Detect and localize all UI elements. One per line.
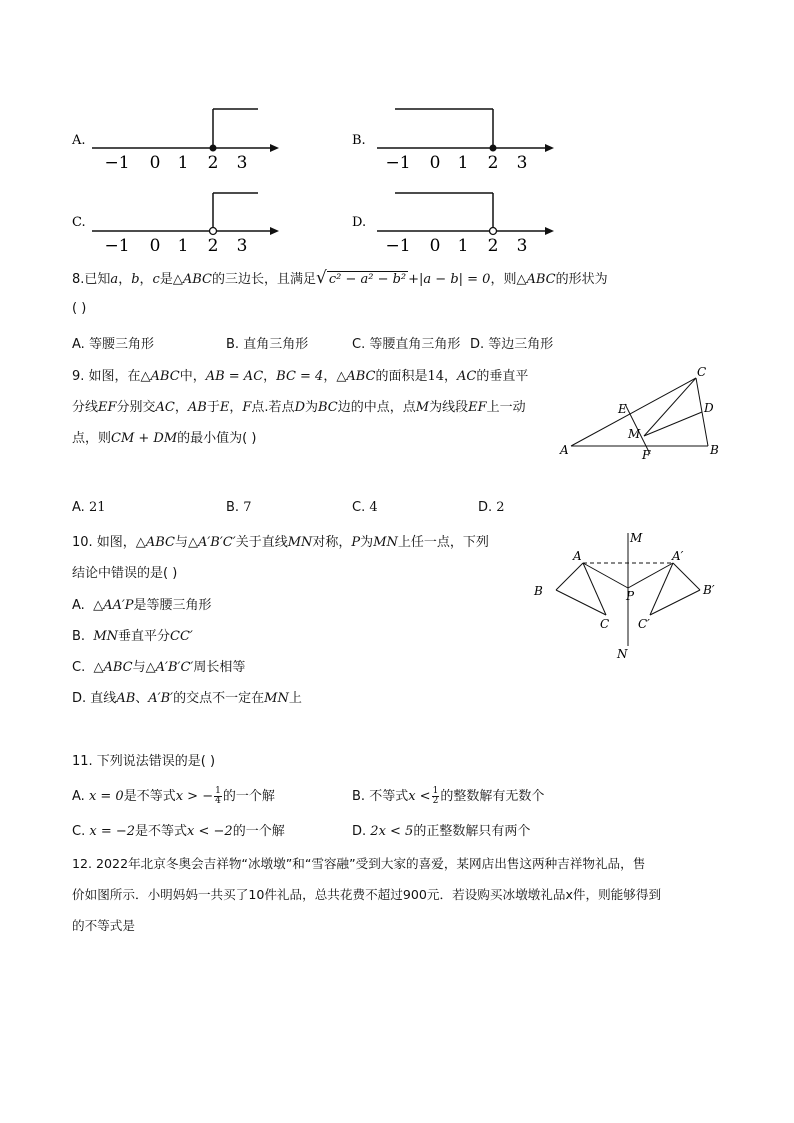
q9-label-c: C <box>697 365 707 379</box>
option-c-number-line <box>70 183 290 263</box>
fraction-one-half: $\frac{1}{2}$ <box>432 786 439 806</box>
svg-text:2: 2 <box>487 153 499 173</box>
option-d-number-line <box>350 183 570 263</box>
svg-text:1: 1 <box>457 236 469 256</box>
svg-text:−1: −1 <box>385 153 411 173</box>
q10-label-a-prime: A′ <box>672 549 684 563</box>
q10-label-m: M <box>630 531 643 545</box>
q10-stem-line1: 10. 如图，△ABC与△A′B′C′关于直线MN对称，P为MN上任一点，下列 <box>72 535 489 550</box>
q10-label-b-prime: B′ <box>703 583 715 597</box>
q12-stem-line2: 价如图所示．小明妈妈一共买了10件礼品，总共花费不超过900元．若设购买冰墩墩礼品x件，则能够得到 <box>72 887 662 902</box>
q11-option-a[interactable]: A. x = 0是不等式x > − $\frac{1}{4}$ 的一个解 <box>72 786 275 806</box>
svg-text:0: 0 <box>149 236 161 256</box>
q10-option-c[interactable]: C. △ABC与△A′B′C′周长相等 <box>72 660 246 675</box>
option-a-number-line <box>70 100 290 180</box>
svg-text:0: 0 <box>429 236 441 256</box>
q11-option-d[interactable]: D. 2x < 5的正整数解只有两个 <box>352 824 531 839</box>
q8-option-c[interactable]: C. 等腰直角三角形 <box>352 337 461 352</box>
q11-option-c[interactable]: C. x = −2是不等式x < −2的一个解 <box>72 824 285 839</box>
option-a-label: A. <box>72 133 86 148</box>
q12-stem-line1: 12. 2022年北京冬奥会吉祥物“冰墩墩”和“雪容融”受到大家的喜爱，某网店出售这两种吉祥物礼品，售 <box>72 856 646 871</box>
svg-text:−1: −1 <box>385 236 411 256</box>
q10-option-d[interactable]: D. 直线AB、A′B′的交点不一定在MN上 <box>72 691 302 706</box>
fraction-one-fourth: $\frac{1}{4}$ <box>215 786 221 806</box>
q10-label-p: P <box>626 589 635 603</box>
sqrt-sign: √ <box>315 268 327 288</box>
q9-label-m: M <box>628 427 641 441</box>
q11-option-b[interactable]: B. 不等式x < $\frac{1}{2}$ 的整数解有无数个 <box>352 786 545 806</box>
q8-option-d[interactable]: D. 等边三角形 <box>470 337 554 352</box>
q10-label-a: A <box>573 549 582 563</box>
q10-symmetry-figure <box>528 528 728 663</box>
option-c-label: C. <box>72 215 86 230</box>
svg-text:3: 3 <box>516 236 528 256</box>
q10-option-b[interactable]: B. MN垂直平分CC′ <box>72 629 193 644</box>
option-b-number-line <box>350 100 570 180</box>
q9-label-a: A <box>560 443 569 457</box>
svg-text:3: 3 <box>236 236 248 256</box>
q9-option-a[interactable]: A. 21 <box>72 500 106 515</box>
svg-text:3: 3 <box>236 153 248 173</box>
q10-label-c: C <box>600 617 610 631</box>
svg-text:0: 0 <box>149 153 161 173</box>
q11-stem: 11. 下列说法错误的是( ) <box>72 754 216 769</box>
q9-stem-line3: 点，则CM + DM的最小值为( ) <box>72 431 257 446</box>
q9-label-f: F <box>642 448 651 462</box>
svg-text:0: 0 <box>429 153 441 173</box>
q10-label-c-prime: C′ <box>638 617 650 631</box>
q9-triangle-figure <box>558 364 728 464</box>
q9-label-b: B <box>710 443 719 457</box>
option-b-label: B. <box>352 133 366 148</box>
q9-label-d: D <box>704 401 714 415</box>
sqrt-radicand: c² − a² − b² <box>328 272 407 287</box>
svg-text:1: 1 <box>177 153 189 173</box>
svg-text:−1: −1 <box>104 153 130 173</box>
svg-text:3: 3 <box>516 153 528 173</box>
q9-option-c[interactable]: C. 4 <box>352 500 378 515</box>
svg-text:1: 1 <box>457 153 469 173</box>
q12-stem-line3: 的不等式是 <box>72 918 135 933</box>
q10-stem-line2: 结论中错误的是( ) <box>72 566 178 581</box>
svg-text:1: 1 <box>177 236 189 256</box>
svg-text:2: 2 <box>207 236 219 256</box>
q10-label-n: N <box>617 647 628 661</box>
q9-label-e: E <box>618 402 627 416</box>
q8-stem: 8.已知a，b，c是△ABC的三边长，且满足√ c² − a² − b² +|a − b| = 0，则△ABC的形状为 <box>72 268 608 288</box>
q9-stem-line1: 9. 如图，在△ABC中，AB = AC，BC = 4，△ABC的面积是14，AC的垂直平 <box>72 369 529 384</box>
q9-option-d[interactable]: D. 2 <box>478 500 505 515</box>
option-d-label: D. <box>352 215 367 230</box>
q8-option-b[interactable]: B. 直角三角形 <box>226 337 309 352</box>
svg-text:2: 2 <box>487 236 499 256</box>
q10-option-a[interactable]: A. △AA′P是等腰三角形 <box>72 598 212 613</box>
q8-paren: ( ) <box>72 301 87 316</box>
q10-label-b: B <box>534 584 543 598</box>
svg-text:2: 2 <box>207 153 219 173</box>
q9-option-b[interactable]: B. 7 <box>226 500 252 515</box>
svg-text:−1: −1 <box>104 236 130 256</box>
q8-option-a[interactable]: A. 等腰三角形 <box>72 337 154 352</box>
q9-stem-line2: 分线EF分别交AC，AB于E，F点.若点D为BC边的中点，点M为线段EF上一动 <box>72 400 526 415</box>
